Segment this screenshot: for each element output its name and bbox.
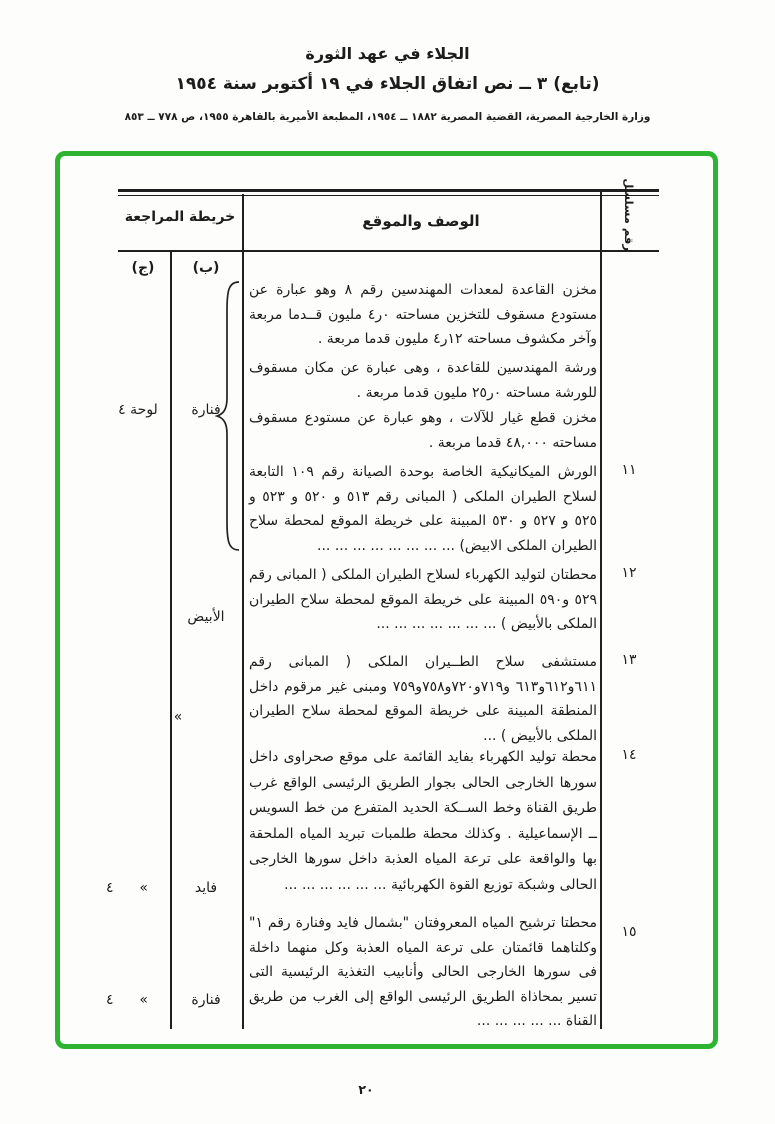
plate-number: ٤ [106,992,114,1008]
source-citation: وزارة الخارجية المصرية، القضية المصرية ١٨٨٢ ــ ١٩٥٤، المطبعة الأميرية بالقاهرة ١٩٥٥، ص ٧٧٨ ــ ٨٥٣ [124,111,651,123]
map-ref-fayed: فايد [194,880,218,896]
table-row-description: محطتان لتوليد الكهرباء لسلاح الطيران الملكى ( المبانى رقم ٥٢٩ و٥٩٠ المبينة على خريطة الموقع لمحطة سلاح الطيران الملكى بالأبيض ) ... ... ... ... ... ... ... [249,567,597,632]
serial-number: ١٤ [621,747,637,763]
serial-number: ١٥ [621,924,637,940]
table-border-top-outer [118,189,659,192]
serial-number: ١٣ [621,652,637,668]
table-row-description: مخزن قطع غيار للآلات ، وهو عبارة عن مستودع مسقوف مساحته ٤٨,٠٠٠ قدما مربعة . [249,410,597,451]
table-row-description: مخزن القاعدة لمعدات المهندسين رقم ٨ وهو عبارة عن مستودع مسقوف للتخزين مساحته ٠ر٤ مليون قــدما مربعة وآخر مكشوف مساحته ١٢ر٤ مليون قدما مربعة . [249,282,597,347]
plate-number: ٤ [106,880,114,896]
table-border-top-inner [118,195,659,197]
map-ref-ditto: » [173,709,183,725]
page-title: الجلاء في عهد الثورة [305,44,470,63]
ditto-mark: » [139,992,148,1008]
table-row-description: الورش الميكانيكية الخاصة بوحدة الصيانة رقم ١٠٩ التابعة لسلاح الطيران الملكى ( المبانى رقم ٥١٣ و ٥٢٠ و ٥٢٣ و ٥٢٥ و ٥٢٧ و ٥٣٠ المبينة على خريطة الموقع لمحطة سلاح الطيران الملكى الابيض) ... ... ... ... ... ... ... ... [249,464,597,554]
table-row-description: محطتا ترشيح المياه المعروفتان "بشمال فايد وفنارة رقم ١" وكلتاهما قائمتان على ترعة المياه العذبة وكل منهما داخلة فى سورها الخارجى الحالى وأنابيب التغذية الرئيسية التى تسير بمحاذاة الطريق الرئيسى الواقع إلى الغرب من طريق القناة ... ... ... ... ... [249,915,597,1029]
serial-number: ١١ [621,462,637,478]
map-column-header: خريطة المراجعة [124,209,236,225]
table-row-description: مستشفى سلاح الطــيران الملكى ( المبانى رقم ٦١١و٦١٢و٦١٣ و٧١٩و٧٢٠و٧٥٨و٧٥٩ ومبنى غير مرقوم داخل المنطقة المبينة على خريطة الموقع لمحطة سلاح الطيران الملكى بالأبيض ) ... [249,654,597,744]
serial-column-header [600,178,658,251]
ditto-mark: » [139,880,148,896]
map-subcolumn-b-header: (ب) [192,260,220,276]
map-subcolumn-divider [170,252,172,1029]
table-header-underline [118,250,659,252]
map-ref-ditto-plate-4 [106,880,148,896]
table-row-description: محطة توليد الكهرباء بفايد القائمة على موقع صحراوى داخل سورها الخارجى الحالى بجوار الطريق الرئيسى الواقع غرب طريق القناة وخط الســكة الحديد المتفرع من خط السويس ــ الإسماعيلية . وكذلك محطة طلمبات تبريد المياه الملحقة بها والواقعة على ترعة المياه العذبة داخل سورها الخارجى الحالى وشبكة توزيع القوة الكهربائية ... ... ... ... ... ... [249,749,597,893]
serial-number: ١٢ [621,565,637,581]
page-number: ٢٠ [358,1082,374,1097]
description-column-header: الوصف والموقع [362,212,480,230]
map-ref-abyad: الأبيض [187,609,225,625]
table-row-description: ورشة المهندسين للقاعدة ، وهى عبارة عن مكان مسقوف للورشة مساحته ٠ر٢٥ مليون قدما مربعة . [249,360,597,401]
serial-column-header-label: رقم مسلسل [622,178,636,251]
map-ref-fanarah: فنارة [191,402,221,418]
serial-column-divider [600,189,602,1029]
map-ref-ditto-plate-4 [106,992,148,1008]
map-ref-plate-4: لوحة ٤ [118,402,158,418]
page-subtitle: (تابع) ٣ ــ نص اتفاق الجلاء في ١٩ أكتوبر سنة ١٩٥٤ [175,74,600,94]
map-ref-fanarah: فنارة [191,992,221,1008]
map-subcolumn-c-header: (ج) [131,260,155,276]
